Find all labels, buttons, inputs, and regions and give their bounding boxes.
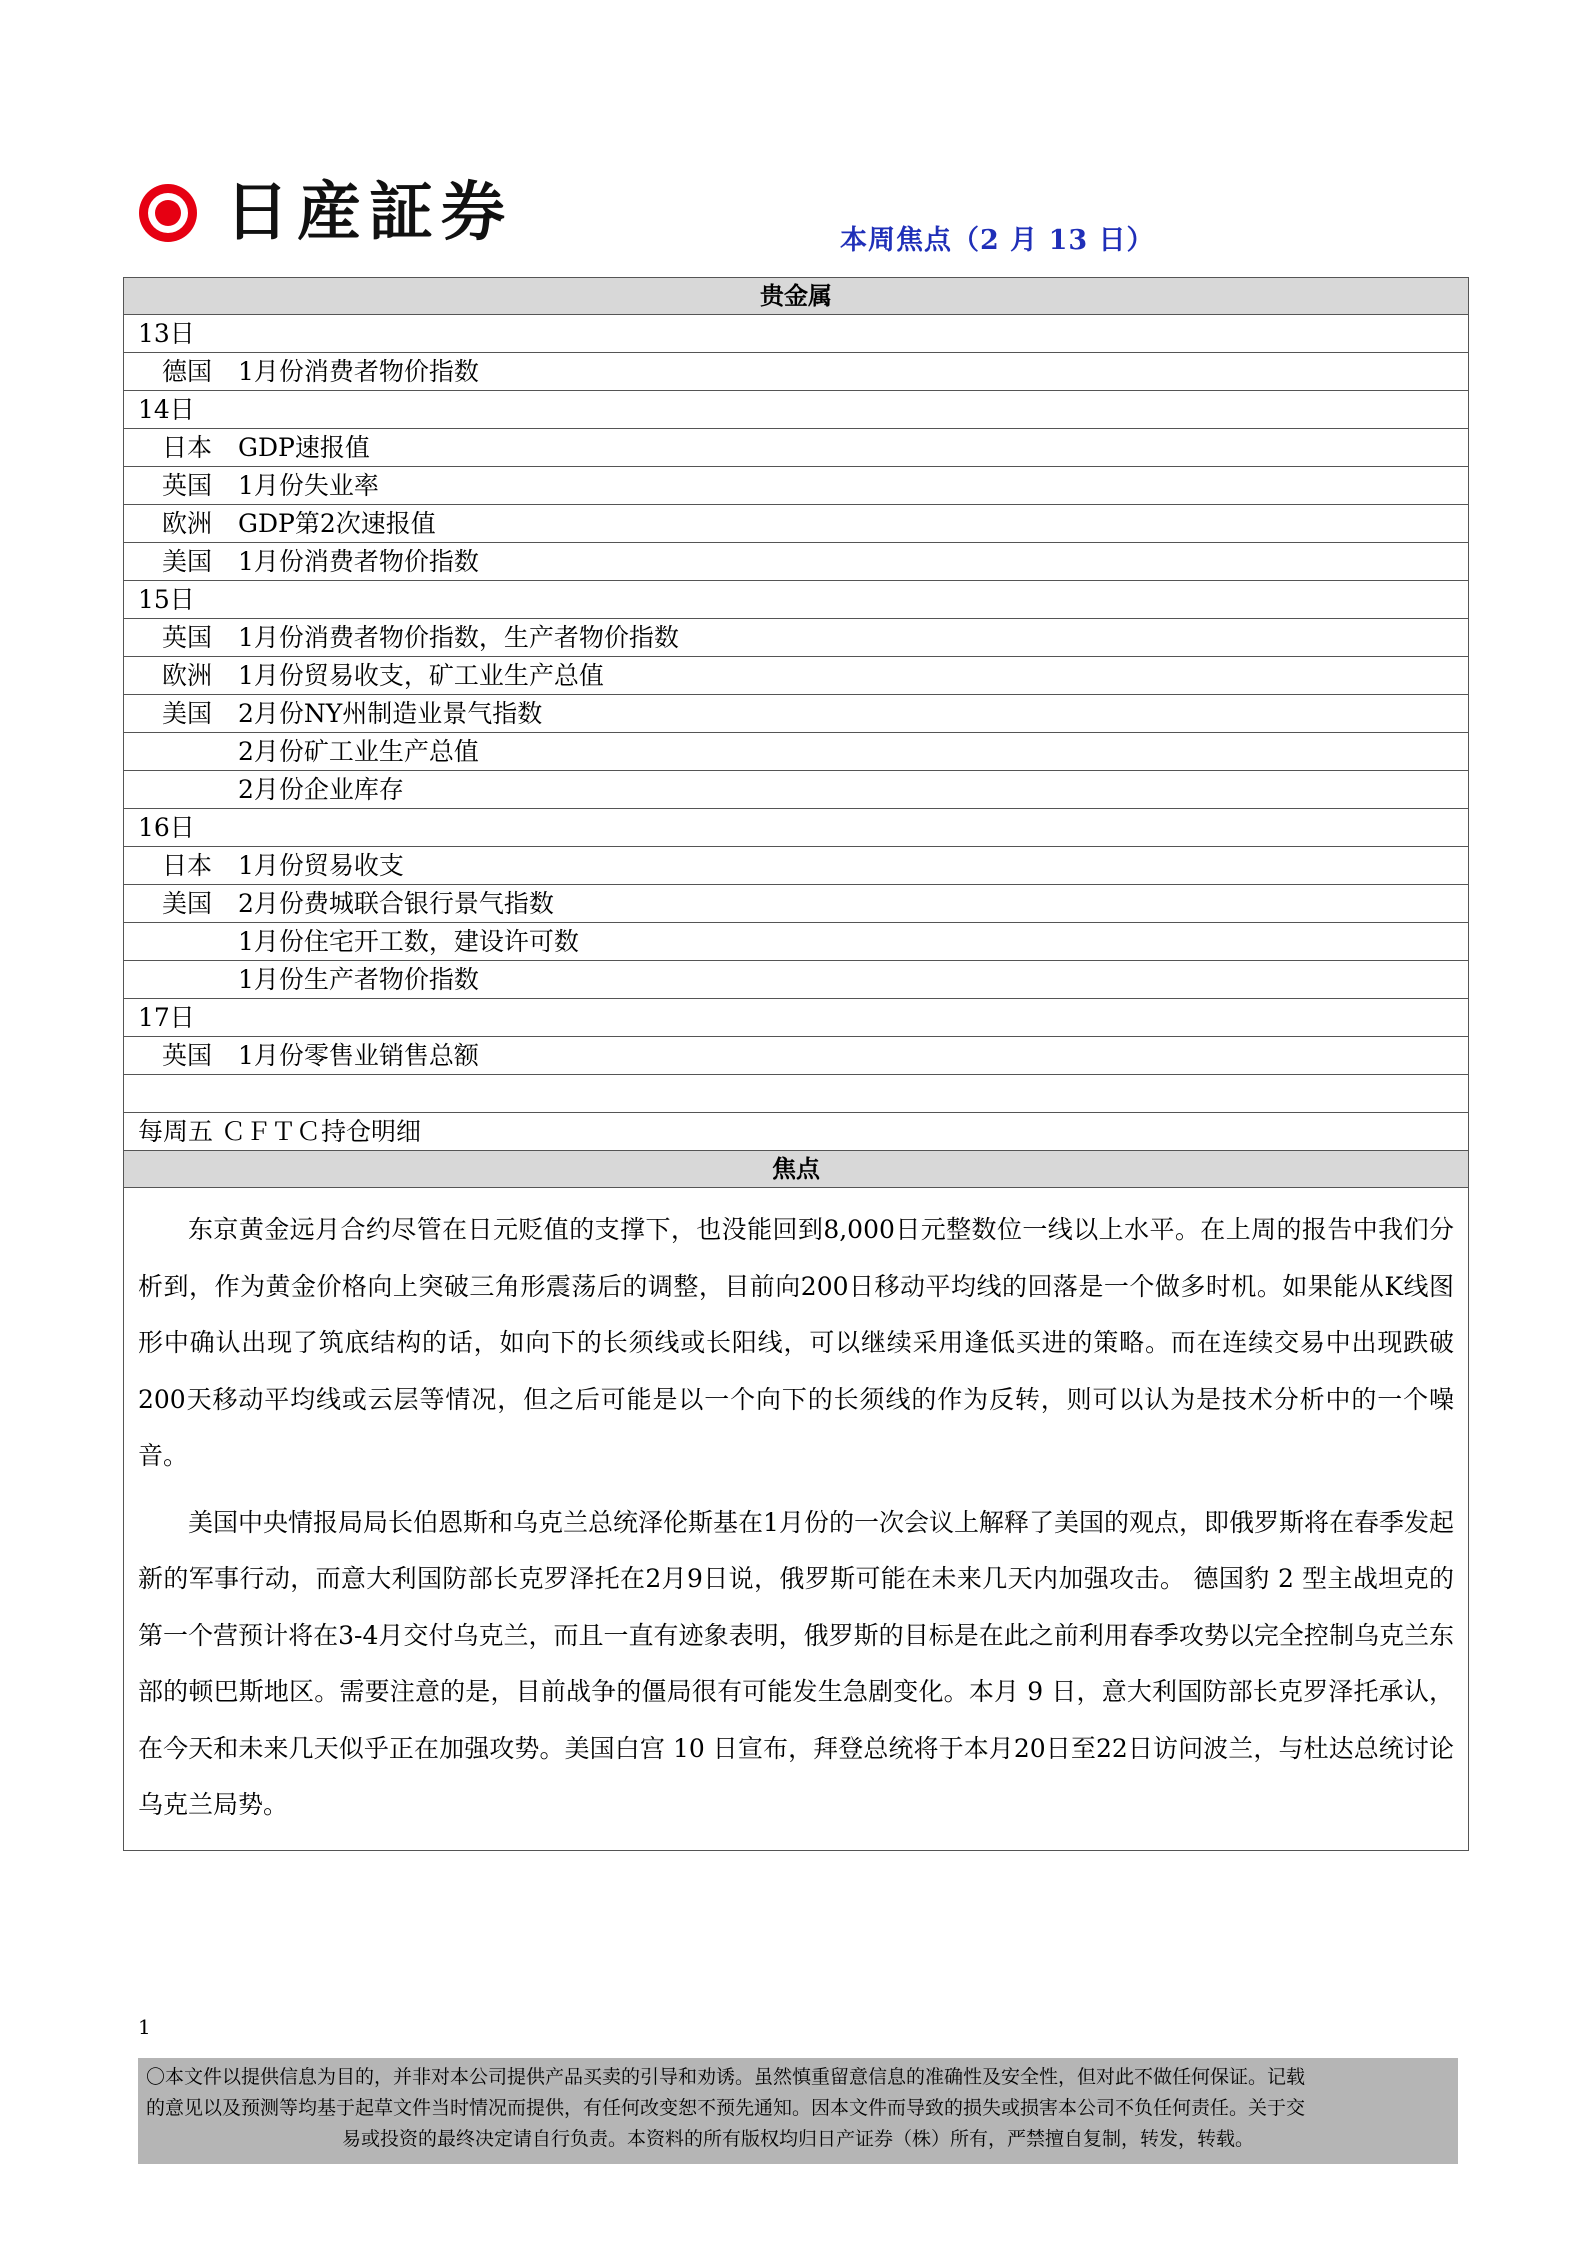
calendar-event-row [124, 619, 1468, 657]
calendar-date-row: 14日 [124, 391, 1468, 429]
calendar-date-row: 17日 [124, 999, 1468, 1037]
event-country: 美国 [162, 547, 213, 576]
calendar-date-row: 每周五 ＣＦＴＣ持仓明细 [124, 1113, 1468, 1151]
event-text: 1月份失业率 [238, 471, 379, 500]
event-country: 欧洲 [162, 509, 213, 538]
event-country: 美国 [162, 699, 213, 728]
company-logo [137, 178, 513, 248]
logo-target-icon [137, 182, 199, 244]
calendar-date-row: 15日 [124, 581, 1468, 619]
page-title: 本周焦点（2 月 13 日） [840, 225, 1155, 256]
report-sheet [123, 277, 1469, 1851]
event-country: 英国 [162, 471, 213, 500]
calendar-date-row: 13日 [124, 315, 1468, 353]
event-country: 日本 [162, 433, 213, 462]
event-country: 德国 [162, 357, 213, 386]
event-country: 美国 [162, 889, 213, 918]
disclaimer-line: 〇本文件以提供信息为目的，并非对本公司提供产品买卖的引导和劝诱。虽然慎重留意信息的准确性及安全性，但对此不做任何保证。记载 [146, 2066, 1306, 2088]
event-text: 1月份贸易收支，矿工业生产总值 [238, 661, 604, 690]
calendar-event-row [124, 885, 1468, 923]
event-text: 1月份消费者物价指数 [238, 357, 479, 386]
calendar-section-title: 贵金属 [124, 278, 1468, 315]
page-number: 1 [138, 2015, 151, 2039]
event-text: 2月份费城联合银行景气指数 [238, 889, 554, 918]
calendar-date-row: 16日 [124, 809, 1468, 847]
focus-paragraph: 东京黄金远月合约尽管在日元贬值的支撑下，也没能回到8,000日元整数位一线以上水平。在上周的报告中我们分析到，作为黄金价格向上突破三角形震荡后的调整，目前向200日移动平均线的回落是一个做多时机。如果能从K线图形中确认出现了筑底结构的话，如向下的长须线或长阳线，可以继续采用逢低买进的策略。而在连续交易中出现跌破200天移动平均线或云层等情况，但之后可能是以一个向下的长须线的作为反转，则可以认为是技术分析中的一个噪音。 [138, 1215, 1454, 1470]
event-text: 2月份NY州制造业景气指数 [238, 699, 543, 728]
event-country: 英国 [162, 1041, 213, 1070]
focus-paragraph: 美国中央情报局局长伯恩斯和乌克兰总统泽伦斯基在1月份的一次会议上解释了美国的观点，即俄罗斯将在春季发起新的军事行动，而意大利国防部长克罗泽托在2月9日说，俄罗斯可能在未来几天内加强攻击。 德国豹 2 型主战坦克的第一个营预计将在3-4月交付乌克兰，而且一直有迹象表明，俄罗斯的目标是在此之前利用春季攻势以完全控制乌克兰东部的顿巴斯地区。需要注意的是，目前战争的僵局很有可能发生急剧变化。本月 9 日，意大利国防部长克罗泽托承认，在今天和未来几天似乎正在加强攻势。美国白宫 10 日宣布，拜登总统将于本月20日至22日访问波兰，与杜达总统讨论乌克兰局势。 [138, 1507, 1454, 1819]
calendar-event-row: 2月份矿工业生产总值 [124, 733, 1468, 771]
calendar-event-row [124, 1037, 1468, 1075]
calendar-empty-row [124, 1075, 1468, 1113]
event-country: 日本 [162, 851, 213, 880]
calendar-event-row [124, 353, 1468, 391]
calendar-event-row [124, 695, 1468, 733]
disclaimer-box [138, 2058, 1458, 2164]
disclaimer-line: 易或投资的最终决定请自行负责。本资料的所有版权均归日产证券（株）所有，严禁擅自复制，转发，转载。 [341, 2128, 1254, 2150]
calendar-event-row [124, 847, 1468, 885]
calendar-event-row [124, 429, 1468, 467]
disclaimer-line: 的意见以及预测等均基于起草文件当时情况而提供，有任何改变恕不预先通知。因本文件而导致的损失或损害本公司不负任何责任。关于交 [146, 2097, 1306, 2119]
calendar-event-row: 2月份企业库存 [124, 771, 1468, 809]
calendar-event-row [124, 543, 1468, 581]
event-text: 1月份消费者物价指数，生产者物价指数 [238, 623, 679, 652]
focus-body [124, 1188, 1468, 1850]
calendar-event-row [124, 467, 1468, 505]
event-country: 英国 [162, 623, 213, 652]
calendar-event-row [124, 657, 1468, 695]
event-text: 1月份消费者物价指数 [238, 547, 479, 576]
logo-text: 日産証券 [225, 176, 513, 250]
calendar-event-row: 1月份生产者物价指数 [124, 961, 1468, 999]
event-text: GDP第2次速报值 [238, 509, 436, 538]
event-text: 1月份贸易收支 [238, 851, 404, 880]
event-text: 1月份零售业销售总额 [238, 1041, 479, 1070]
calendar-event-row: 1月份住宅开工数，建设许可数 [124, 923, 1468, 961]
calendar-event-row [124, 505, 1468, 543]
event-text: GDP速报值 [238, 433, 370, 462]
focus-section-title: 焦点 [124, 1151, 1468, 1188]
calendar-list [124, 315, 1468, 1151]
event-country: 欧洲 [162, 661, 213, 690]
